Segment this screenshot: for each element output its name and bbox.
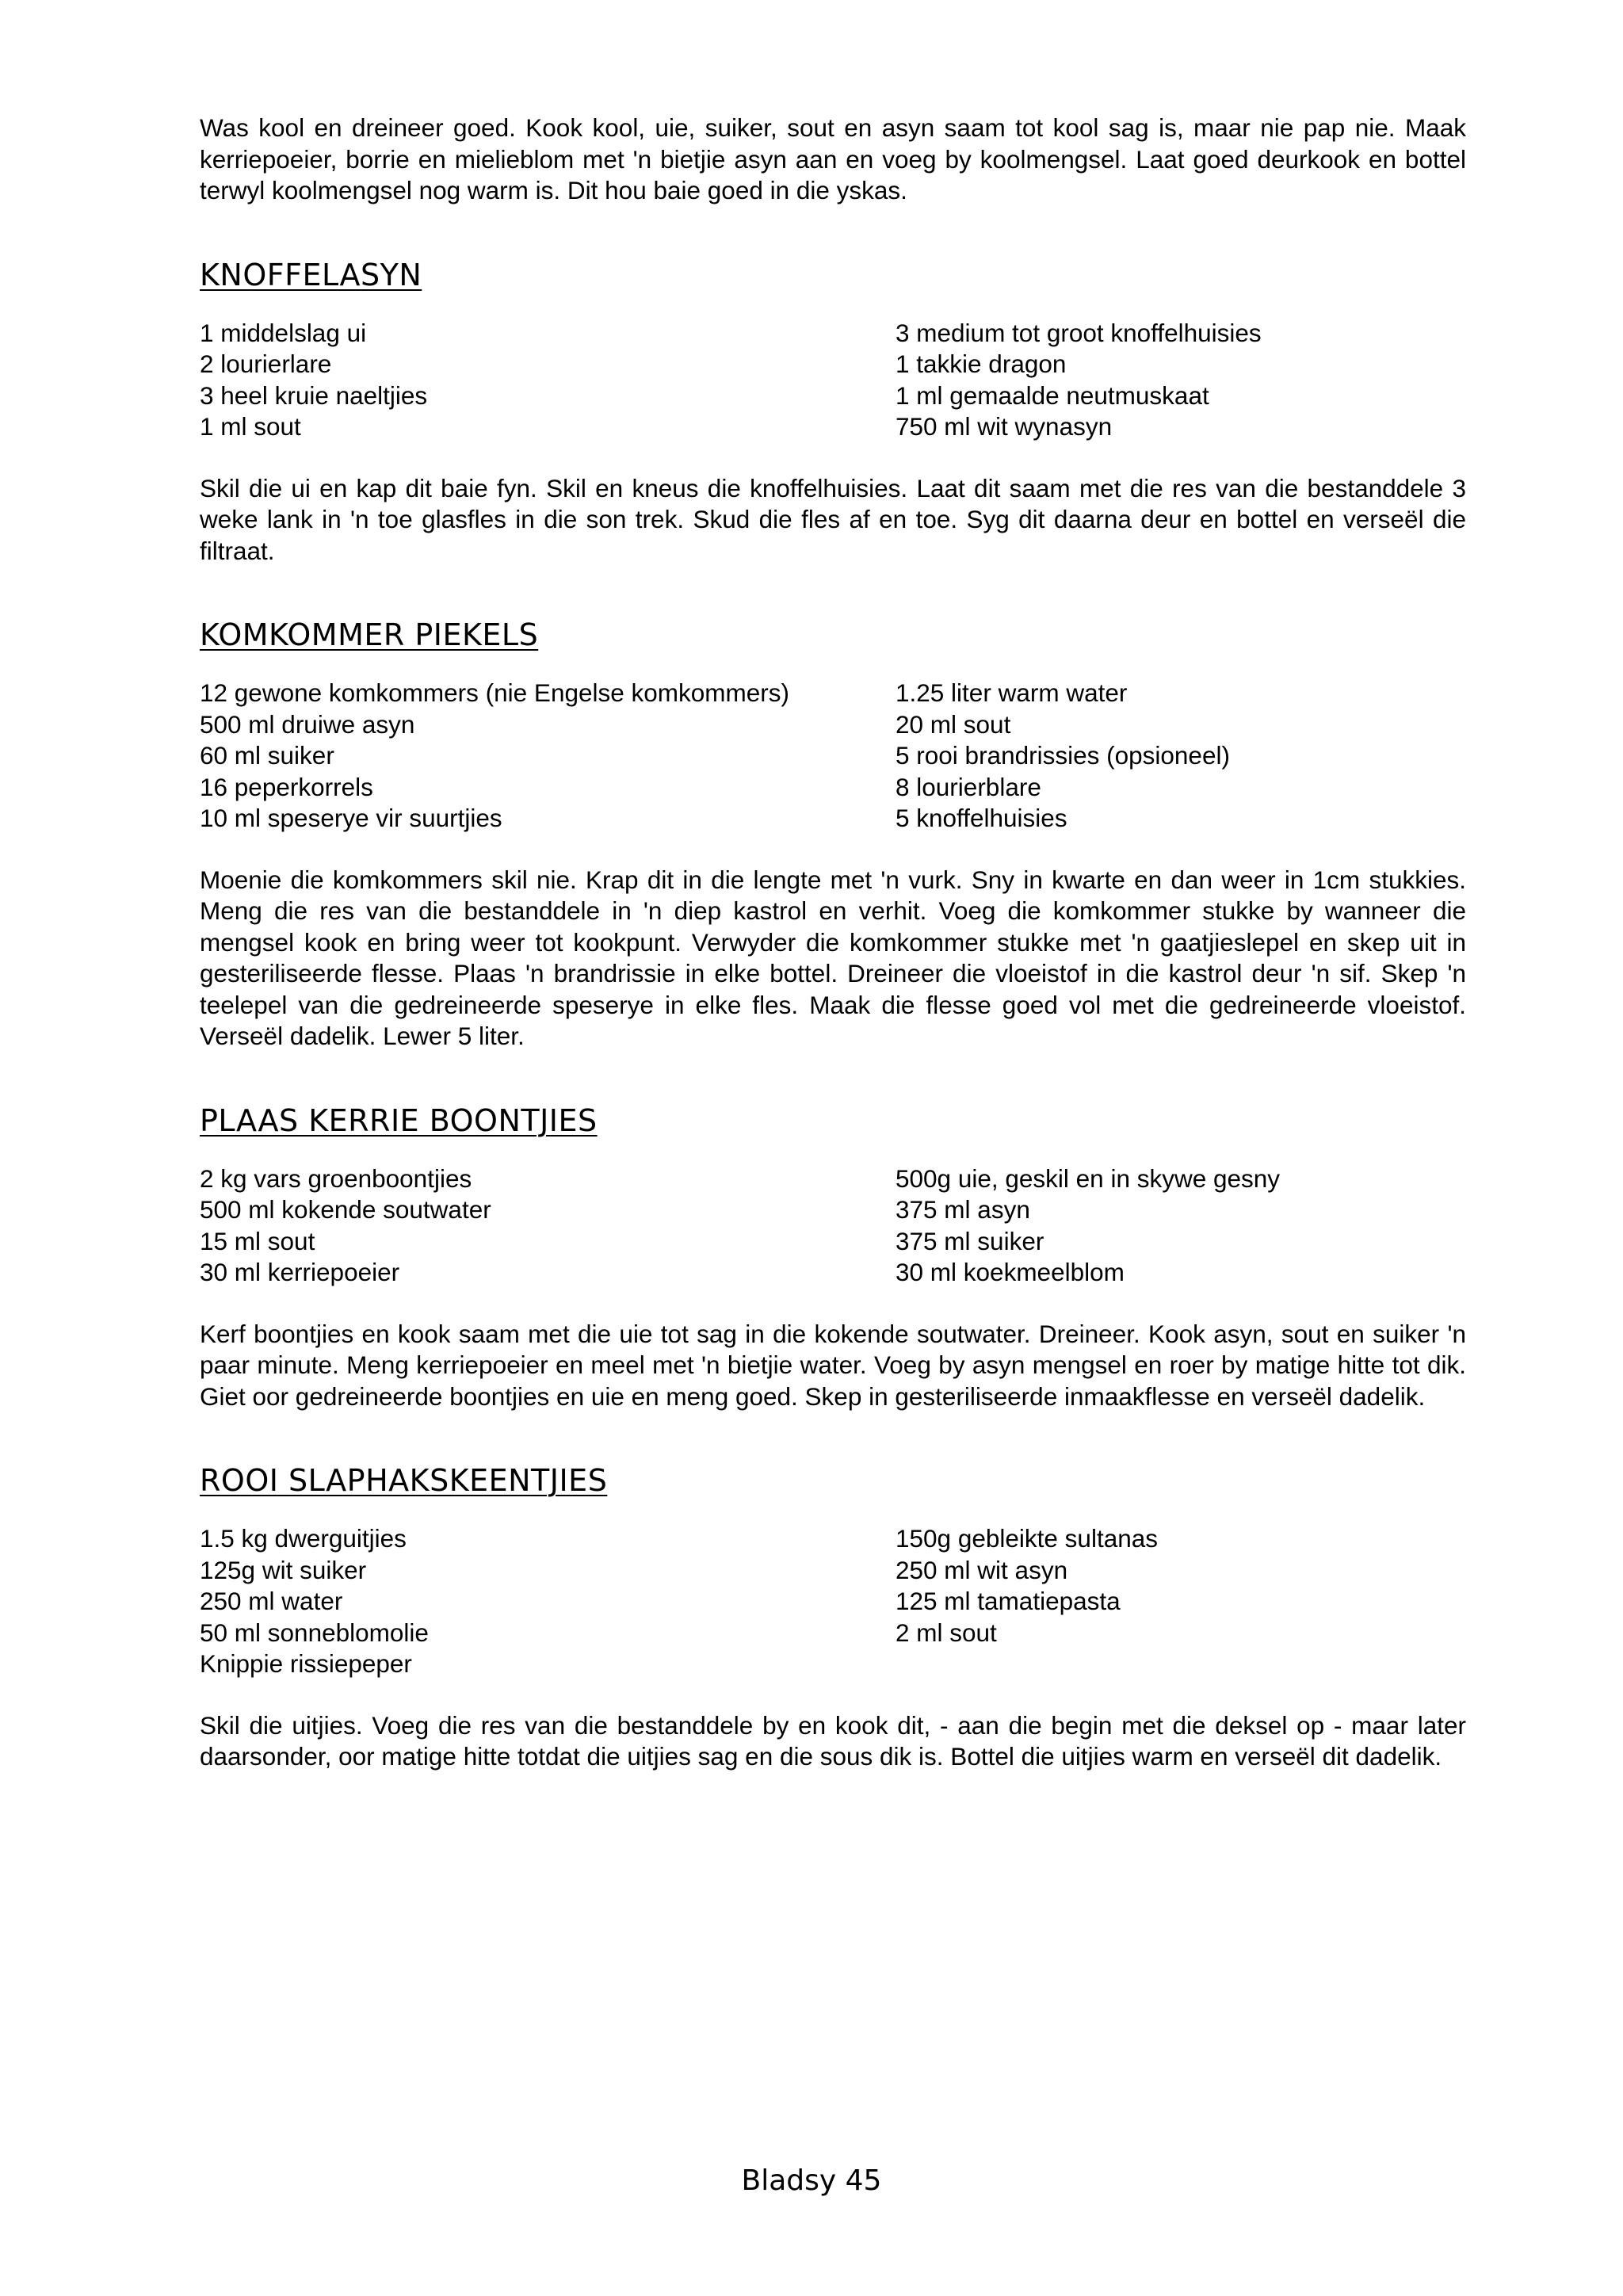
ingredient-item: 500g uie, geskil en in skywe gesny: [896, 1163, 1281, 1193]
ingredient-item: 3 heel kruie naeltjies: [200, 380, 428, 410]
ingredient-item: 1.5 kg dwerguitjies: [200, 1524, 407, 1553]
ingredient-item: 500 ml kokende soutwater: [200, 1195, 491, 1224]
ingredient-list: [200, 678, 1466, 835]
recipe-method: Kerf boontjies en kook saam met die uie tot sag in die kokende soutwater. Dreineer. Kook asyn, sout en suiker 'n paar minute. Meng kerriepoeier en meel met 'n bietjie water. Voeg by asyn mengsel en roer by matige hitte tot dik. Giet oor gedreineerde boontjies en uie en meng goed. Skep in gesteriliseerde inmaakflesse en verseël dadelik.: [200, 1319, 1466, 1411]
ingredient-list: [200, 318, 1466, 443]
ingredient-list: [200, 1163, 1466, 1289]
ingredient-item: 375 ml asyn: [896, 1195, 1030, 1224]
ingredient-column-left: [200, 1523, 896, 1680]
ingredient-item: 1 takkie dragon: [896, 350, 1067, 378]
ingredient-item: 375 ml suiker: [896, 1226, 1044, 1255]
ingredient-column-left: [200, 318, 896, 443]
ingredient-item: 5 rooi brandrissies (opsioneel): [896, 741, 1230, 770]
intro-paragraph: Was kool en dreineer goed. Kook kool, uie, suiker, sout en asyn saam tot kool sag is, maar nie pap nie. Maak kerriepoeier, borrie en mielieblom met 'n bietjie asyn aan en voeg by koolmengsel. Laat goed deurkook en bottel terwyl koolmengsel nog warm is. Dit hou baie goed in die yskas.: [200, 113, 1466, 204]
ingredient-item: 125 ml tamatiepasta: [896, 1587, 1121, 1615]
ingredient-item: 1 ml gemaalde neutmuskaat: [896, 380, 1209, 410]
recipe-title: KNOFFELASYN: [200, 257, 422, 292]
ingredient-item: 30 ml kerriepoeier: [200, 1258, 400, 1286]
ingredient-item: 15 ml sout: [200, 1226, 315, 1255]
ingredient-item: 250 ml wit asyn: [896, 1555, 1068, 1584]
recipe-knoffelasyn: [200, 256, 1466, 567]
page-number: Bladsy 45: [741, 2164, 882, 2197]
ingredient-item: 5 knoffelhuisies: [896, 804, 1067, 832]
ingredient-column-right: [896, 1163, 1466, 1289]
ingredient-item: 1 ml sout: [200, 412, 301, 441]
recipe-method: Moenie die komkommers skil nie. Krap dit in die lengte met 'n vurk. Sny in kwarte en dan weer in 1cm stukkies. Meng die res van die bestanddele in 'n diep kastrol en verhit. Voeg die komkommer stukke by wanneer die mengsel kook en bring weer tot kookpunt. Verwyder die komkommer stukke met 'n gaatjieslepel en skep uit in gesteriliseerde flesse. Plaas 'n brandrissie in elke bottel. Dreineer die vloeistof in die kastrol deur 'n sif. Skep 'n teelepel van die gedreineerde speserye in elke fles. Maak die flesse goed vol met die gedreineerde vloeistof. Verseël dadelik. Lewer 5 liter.: [200, 865, 1466, 1050]
ingredient-item: 500 ml druiwe asyn: [200, 709, 415, 739]
ingredient-item: 2 lourierlare: [200, 350, 332, 378]
ingredient-item: 2 kg vars groenboontjies: [200, 1163, 472, 1193]
ingredient-item: 30 ml koekmeelblom: [896, 1258, 1125, 1286]
recipe-method: Skil die ui en kap dit baie fyn. Skil en kneus die knoffelhuisies. Laat dit saam met die res van die bestanddele 3 weke lank in 'n toe glasfles in die son trek. Skud die fles af en toe. Syg dit daarna deur en bottel en verseël die filtraat.: [200, 473, 1466, 565]
ingredient-column-right: [896, 678, 1466, 835]
ingredient-column-left: [200, 678, 896, 835]
ingredient-item: 750 ml wit wynasyn: [896, 412, 1113, 441]
ingredient-list: [200, 1523, 1466, 1680]
ingredient-item: 125g wit suiker: [200, 1555, 367, 1584]
recipe-method: Skil die uitjies. Voeg die res van die bestanddele by en kook dit, - aan die begin met die deksel op - maar later daarsonder, oor matige hitte totdat die uitjies sag en die sous dik is. Bottel die uitjies warm en verseël dit dadelik.: [200, 1710, 1466, 1771]
page-content: [200, 113, 1466, 1773]
ingredient-item: 50 ml sonneblomolie: [200, 1618, 429, 1647]
recipe-plaas-kerrie-boontjies: [200, 1102, 1466, 1413]
ingredient-item: 8 lourierblare: [896, 772, 1041, 801]
ingredient-item: 16 peperkorrels: [200, 772, 373, 801]
ingredient-column-right: [896, 1523, 1466, 1680]
ingredient-column-left: [200, 1163, 896, 1289]
ingredient-item: 60 ml suiker: [200, 741, 334, 770]
recipe-komkommer-piekels: [200, 616, 1466, 1052]
ingredient-item: Knippie rissiepeper: [200, 1649, 412, 1678]
ingredient-item: 1 middelslag ui: [200, 318, 367, 347]
recipe-title: KOMKOMMER PIEKELS: [200, 617, 539, 652]
ingredient-item: 12 gewone komkommers (nie Engelse komkommers): [200, 678, 790, 707]
ingredient-column-right: [896, 318, 1466, 443]
ingredient-item: 250 ml water: [200, 1587, 343, 1615]
ingredient-item: 1.25 liter warm water: [896, 678, 1128, 707]
recipe-title: PLAAS KERRIE BOONTJIES: [200, 1102, 598, 1138]
ingredient-item: 3 medium tot groot knoffelhuisies: [896, 318, 1262, 347]
recipe-rooi-slaphakskeentjies: [200, 1461, 1466, 1773]
ingredient-item: 10 ml speserye vir suurtjies: [200, 804, 502, 832]
ingredient-item: 150g gebleikte sultanas: [896, 1524, 1158, 1553]
ingredient-item: 20 ml sout: [896, 709, 1011, 739]
ingredient-item: 2 ml sout: [896, 1618, 997, 1647]
recipe-title: ROOI SLAPHAKSKEENTJIES: [200, 1463, 608, 1498]
